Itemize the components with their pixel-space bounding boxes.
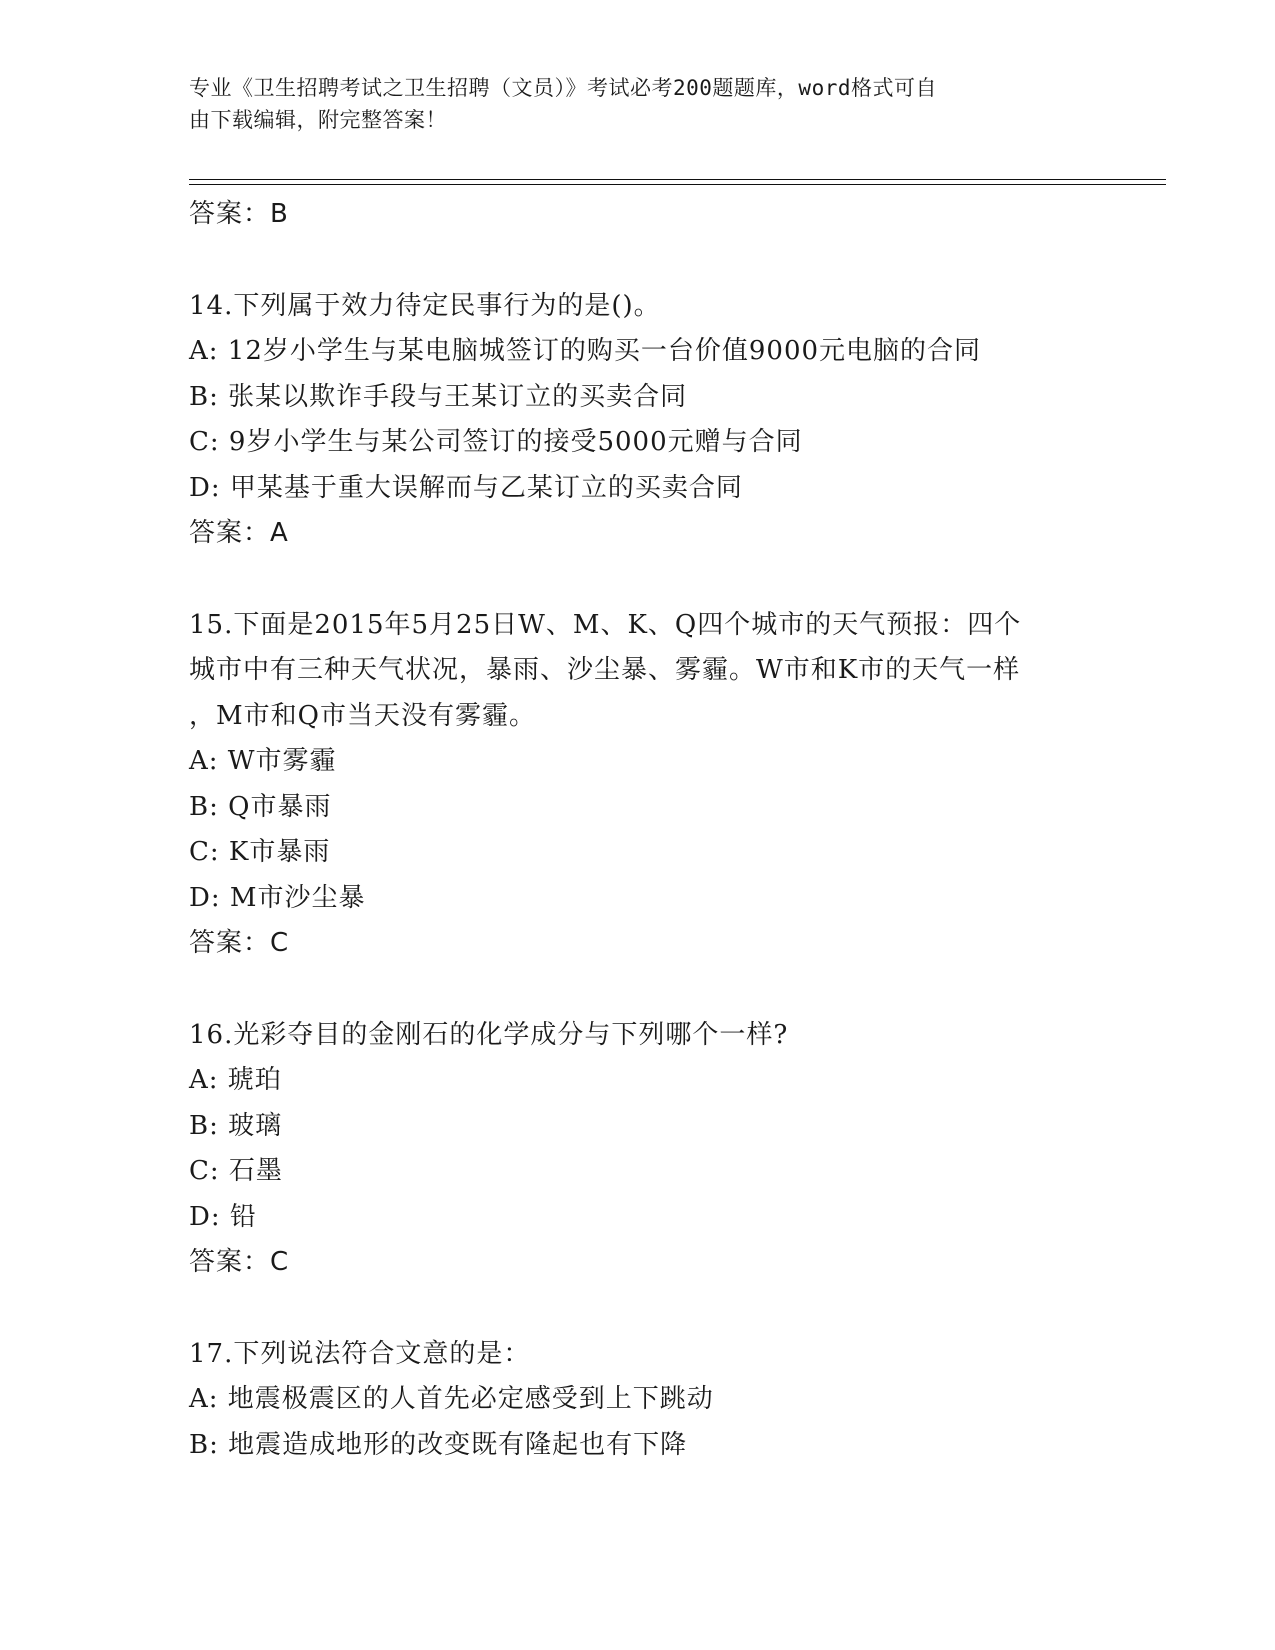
header-divider-top <box>189 179 1166 180</box>
option-a: A: 地震极震区的人首先必定感受到上下跳动 <box>189 1384 714 1414</box>
question-stem: 15.下面是2015年5月25日W、M、K、Q四个城市的天气预报：四个 <box>189 609 1022 640</box>
question-17 <box>189 1332 1149 1469</box>
option-b: B: 张某以欺诈手段与王某订立的买卖合同 <box>189 381 688 412</box>
question-14 <box>189 284 1149 557</box>
answer: 答案：C <box>189 1247 290 1277</box>
option-d: D: 甲某基于重大误解而与乙某订立的买卖合同 <box>189 472 743 503</box>
header-divider-bottom <box>189 184 1166 185</box>
answer: 答案：A <box>189 518 289 548</box>
option-c: C: 石墨 <box>189 1156 283 1186</box>
option-c: C: 9岁小学生与某公司签订的接受5000元赠与合同 <box>189 427 803 457</box>
spacer <box>189 238 1149 284</box>
option-b: B: 地震造成地形的改变既有隆起也有下降 <box>189 1429 688 1460</box>
header-line-2: 由下载编辑，附完整答案！ <box>189 108 447 132</box>
option-d: D: M市沙尘暴 <box>189 882 366 913</box>
header-line-1: 专业《卫生招聘考试之卫生招聘（文员）》考试必考200题题库，word格式可自 <box>189 76 937 100</box>
spacer <box>189 557 1149 603</box>
option-a: A: 琥珀 <box>189 1065 282 1095</box>
spacer <box>189 967 1149 1013</box>
option-c: C: K市暴雨 <box>189 837 331 867</box>
question-16 <box>189 1013 1149 1286</box>
question-stem: 16.光彩夺目的金刚石的化学成分与下列哪个一样? <box>189 1019 789 1050</box>
question-stem: 14.下列属于效力待定民事行为的是()。 <box>189 290 661 321</box>
question-stem: 城市中有三种天气状况，暴雨、沙尘暴、雾霾。W市和K市的天气一样 <box>189 655 1021 685</box>
question-stem: ，M市和Q市当天没有雾霾。 <box>189 700 536 731</box>
question-list <box>189 192 1149 1468</box>
option-d: D: 铅 <box>189 1201 257 1232</box>
option-a: A: 12岁小学生与某电脑城签订的购买一台价值9000元电脑的合同 <box>189 336 982 366</box>
document-header <box>189 72 1089 136</box>
option-b: B: Q市暴雨 <box>189 791 332 822</box>
option-b: B: 玻璃 <box>189 1110 283 1141</box>
question-15 <box>189 603 1149 967</box>
previous-answer: 答案：B <box>189 199 289 229</box>
answer: 答案：C <box>189 928 290 958</box>
spacer <box>189 1286 1149 1332</box>
option-a: A: W市雾霾 <box>189 746 337 776</box>
question-stem: 17.下列说法符合文意的是： <box>189 1338 531 1369</box>
